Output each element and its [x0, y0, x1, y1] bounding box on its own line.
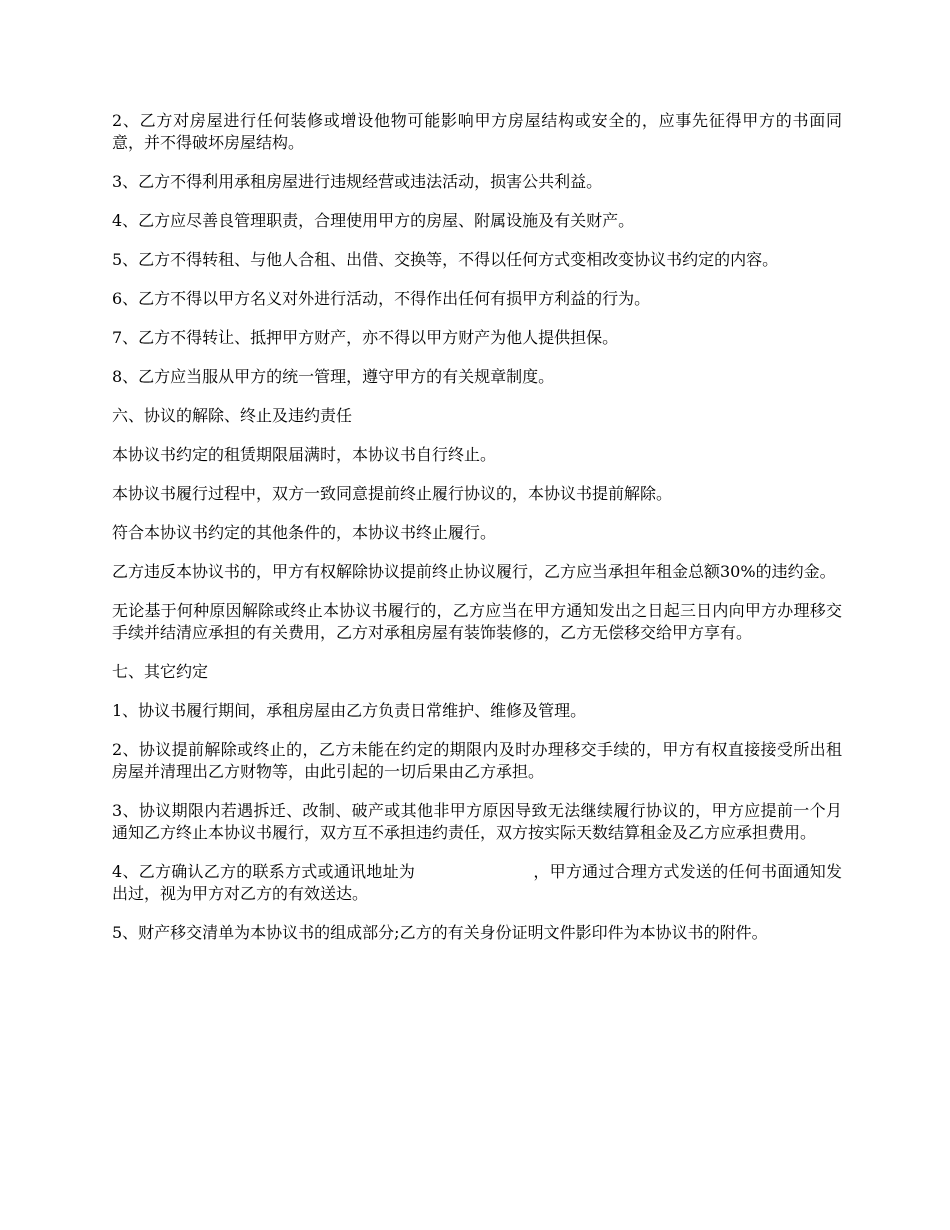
termination-handover: 无论基于何种原因解除或终止本协议书履行的，乙方应当在甲方通知发出之日起三日内向甲方办理移交手续并结清应承担的有关费用，乙方对承租房屋有装饰装修的，乙方无偿移交给甲方享有。	[112, 601, 842, 642]
clause-5-subletting: 5、乙方不得转租、与他人合租、出借、交换等，不得以任何方式变相改变协议书约定的内容。	[112, 250, 779, 269]
address-clause-lead: 4、乙方确认乙方的联系方式或通讯地址为	[112, 862, 416, 881]
section-heading-other: 七、其它约定	[112, 662, 209, 681]
termination-expiry: 本协议书约定的租赁期限届满时，本协议书自行终止。	[112, 445, 497, 464]
termination-mutual: 本协议书履行过程中，双方一致同意提前终止履行协议的，本协议书提前解除。	[112, 484, 673, 503]
other-clause-4-address	[112, 861, 842, 905]
section-heading-termination: 六、协议的解除、终止及违约责任	[112, 406, 353, 425]
termination-breach-penalty: 乙方违反本协议书的，甲方有权解除协议提前终止协议履行，乙方应当承担年租金总额30%的违约金。	[112, 562, 836, 581]
clause-2-renovation: 2、乙方对房屋进行任何装修或增设他物可能影响甲方房屋结构或安全的，应事先征得甲方的书面同意，并不得破坏房屋结构。	[112, 111, 842, 152]
document-body	[112, 110, 842, 961]
clause-6-name-use: 6、乙方不得以甲方名义对外进行活动，不得作出任何有损甲方利益的行为。	[112, 289, 651, 308]
other-clause-1-maintenance: 1、协议书履行期间，承租房屋由乙方负责日常维护、维修及管理。	[112, 701, 587, 720]
other-clause-2-early-termination: 2、协议提前解除或终止的，乙方未能在约定的期限内及时办理移交手续的，甲方有权直接接受所出租房屋并清理出乙方财物等，由此引起的一切后果由乙方承担。	[112, 740, 842, 781]
termination-conditions: 符合本协议书约定的其他条件的，本协议书终止履行。	[112, 523, 497, 542]
clause-3-illegal-use: 3、乙方不得利用承租房屋进行违规经营或违法活动，损害公共利益。	[112, 172, 603, 191]
clause-4-management: 4、乙方应尽善良管理职责，合理使用甲方的房屋、附属设施及有关财产。	[112, 211, 635, 230]
address-clause-tail: ，甲方通过合理方式发送的任何书面通知发出过，视为甲方对乙方的有效送达。	[112, 862, 842, 903]
clause-8-rules: 8、乙方应当服从甲方的统一管理，遵守甲方的有关规章制度。	[112, 367, 555, 386]
clause-7-mortgage: 7、乙方不得转让、抵押甲方财产，亦不得以甲方财产为他人提供担保。	[112, 328, 619, 347]
other-clause-5-attachments: 5、财产移交清单为本协议书的组成部分;乙方的有关身份证明文件影印件为本协议书的附件。	[112, 923, 768, 942]
other-clause-3-force-majeure: 3、协议期限内若遇拆迁、改制、破产或其他非甲方原因导致无法继续履行协议的，甲方应提前一个月通知乙方终止本协议书履行，双方互不承担违约责任，双方按实际天数结算租金及乙方应承担费用。	[112, 801, 842, 842]
